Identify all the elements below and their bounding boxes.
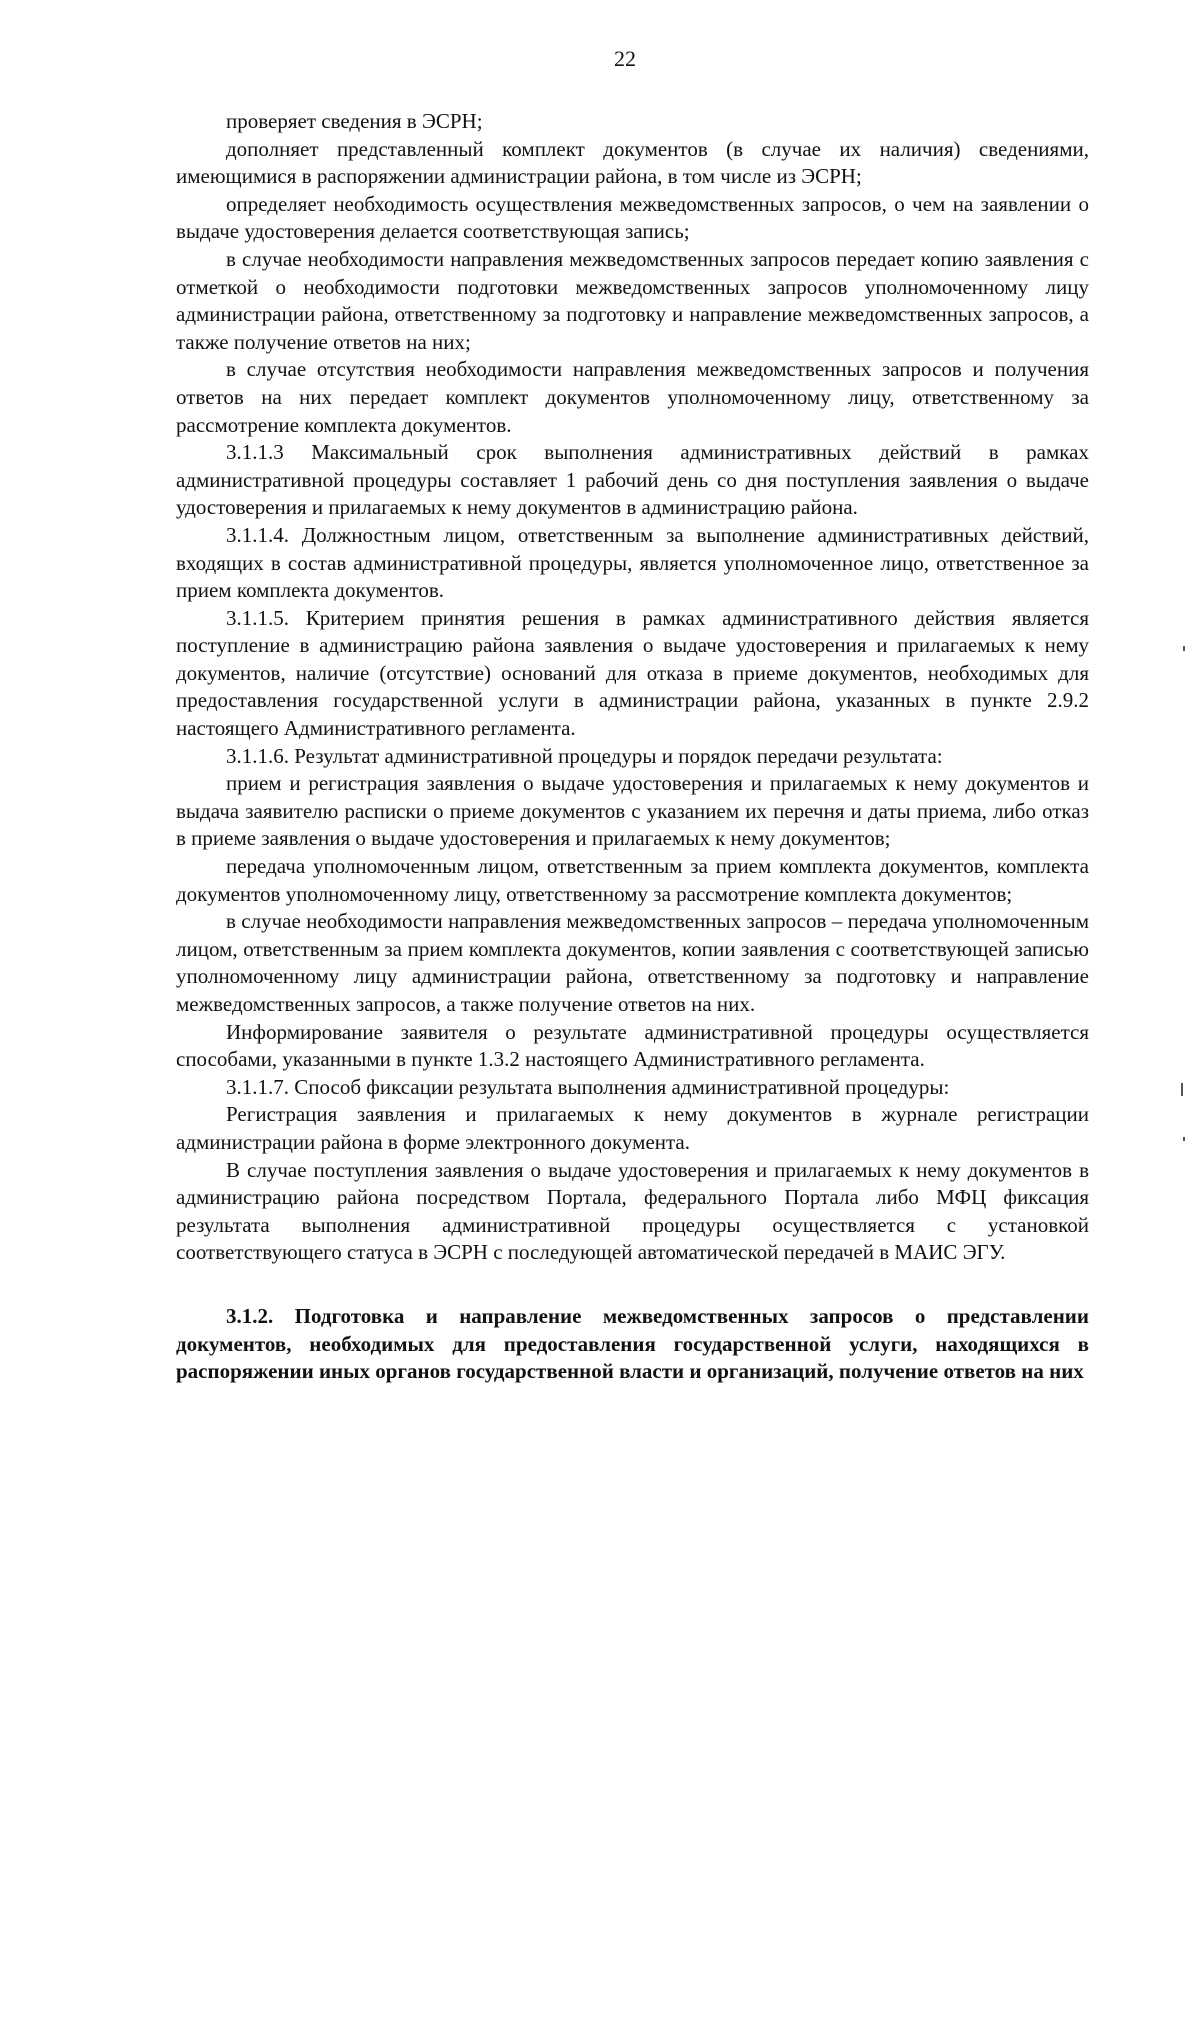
- paragraph-10: прием и регистрация заявления о выдаче удостоверения и прилагаемых к нему документов и выдача заявителю расписки о приеме документов с указанием их перечня и даты приема, либо отказ в приеме заявления о выдаче удостоверения и прилагаемых к нему документов;: [176, 771, 1089, 851]
- scan-mark: [1181, 1083, 1183, 1096]
- paragraph-11: передача уполномоченным лицом, ответственным за прием комплекта документов, комплекта документов уполномоченному лицу, ответственному за рассмотрение комплекта документов;: [176, 854, 1089, 906]
- paragraph-4: в случае необходимости направления межведомственных запросов передает копию заявления с отметкой о необходимости подготовки межведомственных запросов уполномоченному лицу администрации района, ответственному за подготовку и направление межведомственных запросов, а также получение ответов на них;: [176, 246, 1089, 354]
- paragraph-3: определяет необходимость осуществления межведомственных запросов, о чем на заявлении о выдаче удостоверения делается соответствующая запись;: [176, 191, 1089, 244]
- document-body: [176, 108, 1089, 1386]
- paragraph-13: Информирование заявителя о результате административной процедуры осуществляется способами, указанными в пункте 1.3.2 настоящего Административного регламента.: [176, 1019, 1089, 1072]
- scan-mark: [1183, 1137, 1185, 1141]
- paragraph-8: 3.1.1.5. Критерием принятия решения в рамках административного действия является поступление в администрацию района заявления о выдаче удостоверения и прилагаемых к нему документов, наличие (отсутствие) оснований для отказа в приеме документов, необходимых для предоставления государственной услуги в администрации района, указанных в пункте 2.9.2 настоящего Административного регламента.: [176, 605, 1089, 741]
- paragraph-7: 3.1.1.4. Должностным лицом, ответственным за выполнение административных действий, входящих в состав административной процедуры, является уполномоченное лицо, ответственное за прием комплекта документов.: [176, 522, 1089, 603]
- scan-mark: [1183, 646, 1185, 651]
- paragraph-5: в случае отсутствия необходимости направления межведомственных запросов и получения ответов на них передает комплект документов уполномоченному лицу, ответственному за рассмотрение комплекта документов.: [176, 357, 1089, 437]
- paragraph-14: 3.1.1.7. Способ фиксации результата выполнения административной процедуры:: [226, 1074, 950, 1099]
- paragraph-6: 3.1.1.3 Максимальный срок выполнения административных действий в рамках административной процедуры составляет 1 рабочий день со дня поступления заявления о выдаче удостоверения и прилагаемых к нему документов в администрацию района.: [176, 440, 1089, 520]
- paragraph-1: проверяет сведения в ЭСРН;: [226, 109, 483, 133]
- paragraph-12: в случае необходимости направления межведомственных запросов – передача уполномоченным лицом, ответственным за прием комплекта документов, копии заявления с соответствующей записью уполномоченному лицу администрации района, ответственному за подготовку и направление межведомственных запросов, а также получение ответов на них.: [176, 909, 1089, 1016]
- paragraph-2: дополняет представленный комплект документов (в случае их наличия) сведениями, имеющимися в распоряжении администрации района, в том числе из ЭСРН;: [176, 136, 1089, 189]
- paragraph-15: Регистрация заявления и прилагаемых к нему документов в журнале регистрации администрации района в форме электронного документа.: [176, 1102, 1089, 1154]
- paragraph-9: 3.1.1.6. Результат административной процедуры и порядок передачи результата:: [226, 743, 943, 768]
- section-heading: 3.1.2. Подготовка и направление межведомственных запросов о представлении документов, необходимых для предоставления государственной услуги, находящихся в распоряжении иных органов государственной власти и организаций, получение ответов на них: [176, 1303, 1089, 1384]
- page-number: 22: [614, 46, 636, 71]
- paragraph-16: В случае поступления заявления о выдаче удостоверения и прилагаемых к нему документов в администрацию района посредством Портала, федерального Портала либо МФЦ фиксация результата выполнения административной процедуры осуществляется с установкой соответствующего статуса в ЭСРН с последующей автоматической передачей в МАИС ЭГУ.: [176, 1157, 1089, 1265]
